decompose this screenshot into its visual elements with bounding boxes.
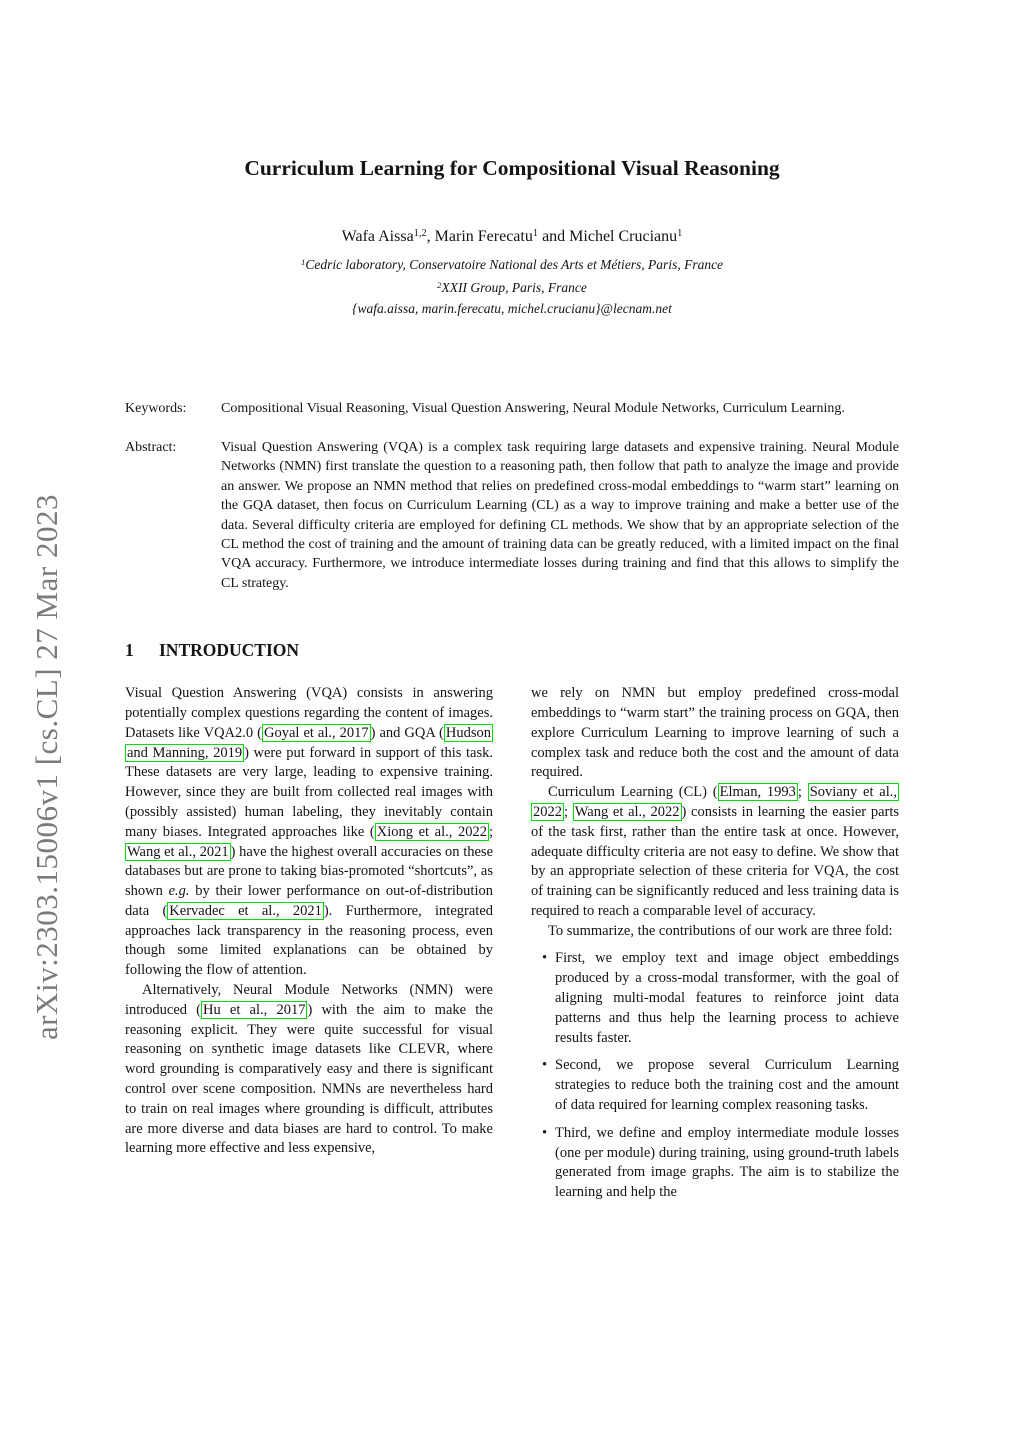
- bullet-marker: •: [542, 1057, 548, 1074]
- paragraph: Alternatively, Neural Module Networks (NMN) were introduced ( Hu et al., 2017 ) with the aim to make the reasoning explicit. They were quite successful for visual reasoning on synthetic image datasets like CLEVR, where word grounding is comparatively easy and there is significant control over scene composition. NMNs are nevertheless hard to train on real images where grounding is difficult, attributes are more diverse and data biases are hard to control. To make learning more effective and less expensive,: [125, 982, 493, 1157]
- affiliation-2: $^2$XXII Group, Paris, France: [437, 280, 587, 296]
- superscript: 1: [300, 256, 306, 267]
- superscript: 2: [437, 280, 442, 291]
- section-heading: [125, 640, 899, 661]
- paragraph: Visual Question Answering (VQA) consists in answering potentially complex questions regarding the content of images. Datasets like VQA2.0 ( Goyal et al., 2017 ) and GQA ( Hudson and Manning, 2019 ) were put forward in support of this task. These datasets are very large, leading to expensive training. However, since they are built from collected real images with (possibly assisted) human labeling, they inevitably contain many biases. Integrated approaches like ( Xiong et al., 2022 ; Wang et al., 2021 ) have the highest overall accuracies on these databases but are prone to taking bias-promoted “shortcuts”, as shown e.g. by their lower performance on out-of-distribution data ( Kervadec et al., 2021 ). Furthermore, integrated approaches lack transparency in the reasoning process, even though some limited explanations can be obtained by following the flow of attention.: [125, 685, 494, 979]
- abstract-text: Visual Question Answering (VQA) is a complex task requiring large datasets and expensive training. Neural Module Networks (NMN) first translate the question to a reasoning path, then follow that path to analyze the image and provide an answer. We propose an NMN method that relies on predefined cross-modal embeddings to “warm start” learning on the GQA dataset, then focus on Curriculum Learning (CL) as a way to improve training and make a better use of the data. Several difficulty criteria are employed for defining CL methods. We show that by an appropriate selection of the CL method the cost of training and the amount of training data can be greatly reduced, with a limited impact on the final VQA accuracy. Furthermore, we introduce intermediate losses during training and find that this allows to simplify the CL strategy.: [221, 439, 899, 591]
- paper-title: Curriculum Learning for Compositional Visual Reasoning: [244, 156, 780, 180]
- arxiv-watermark: arXiv:2303.15006v1 [cs.CL] 27 Mar 2023: [29, 494, 64, 1040]
- authors-line: Wafa Aissa$^{1,2}$, Marin Ferecatu$^1$ and Michel Crucianu$^1$: [341, 227, 683, 245]
- citation-link[interactable]: Hu et al., 2017: [203, 1001, 306, 1018]
- citation-link[interactable]: Xiong et al., 2022: [376, 823, 487, 840]
- paper-content: [125, 0, 899, 1203]
- contribution-text: Third, we define and employ intermediate module losses (one per module) during training, using ground-truth labels generated from image graphs. The aim is to stabilize the learning and help the: [555, 1124, 899, 1201]
- meta-block: [125, 399, 899, 593]
- citation-link[interactable]: Wang et al., 2021: [127, 843, 229, 860]
- paragraph: To summarize, the contributions of our work are three fold:: [548, 922, 893, 939]
- keywords-text: Compositional Visual Reasoning, Visual Question Answering, Neural Module Networks, Curriculum Learning.: [221, 401, 845, 417]
- bullet-marker: •: [542, 1124, 548, 1141]
- citation-link[interactable]: Kervadec et al., 2021: [169, 902, 322, 919]
- citation-link[interactable]: Wang et al., 2022: [574, 803, 680, 820]
- contribution-item: [531, 949, 899, 1048]
- bullet-marker: •: [542, 950, 548, 967]
- section-title: INTRODUCTION: [159, 640, 300, 661]
- contribution-text: First, we employ text and image object embeddings produced by a cross-modal transformer, with the goal of aligning multi-modal features to reinforce joint data patterns and thus help the learning process to achieve results faster.: [555, 950, 899, 1046]
- citation-link[interactable]: Soviany et al., 2022: [533, 784, 897, 820]
- citation-link[interactable]: Elman, 1993: [719, 784, 796, 801]
- keywords-label: Keywords:: [125, 401, 187, 417]
- right-column: [531, 684, 899, 1203]
- citation-link[interactable]: Hudson and Manning, 2019: [127, 724, 491, 761]
- superscript: 1,2: [413, 228, 427, 240]
- paragraph: Curriculum Learning (CL) ( Elman, 1993 ; Soviany et al., 2022 ; Wang et al., 2022 ) consists in learning the easier parts of the task first, rather than the entire task at once. However, adequate difficulty criteria are not easy to define. We show that by an appropriate selection of these criteria for VQA, the cost of training can be significantly reduced and less training data is required to reach a comparable level of accuracy.: [531, 784, 900, 919]
- superscript: 1: [677, 228, 683, 240]
- section-number: 1: [125, 640, 134, 661]
- contribution-item: [531, 1056, 899, 1115]
- paragraph: we rely on NMN but employ predefined cross-modal embeddings to “warm start” the training process on GQA, then explore Curriculum Learning to improve learning of such a complex task and reduce both the cost and the amount of data required.: [531, 685, 899, 781]
- italic-text: e.g.: [168, 883, 190, 900]
- contributions-list: [531, 949, 899, 1203]
- two-column-body: [125, 684, 899, 1203]
- contact-email: {wafa.aissa, marin.ferecatu, michel.crucianu}@lecnam.net: [352, 301, 672, 317]
- contribution-item: [531, 1124, 899, 1203]
- superscript: 1: [532, 228, 539, 240]
- contribution-text: Second, we propose several Curriculum Learning strategies to reduce both the training cost and the amount of data required for learning complex reasoning tasks.: [555, 1057, 899, 1114]
- citation-link[interactable]: Goyal et al., 2017: [264, 724, 369, 741]
- abstract-label: Abstract:: [125, 439, 177, 455]
- affiliation-1: $^1$Cedric laboratory, Conservatoire National des Arts et Métiers, Paris, France: [300, 256, 724, 272]
- left-column: [125, 684, 493, 1203]
